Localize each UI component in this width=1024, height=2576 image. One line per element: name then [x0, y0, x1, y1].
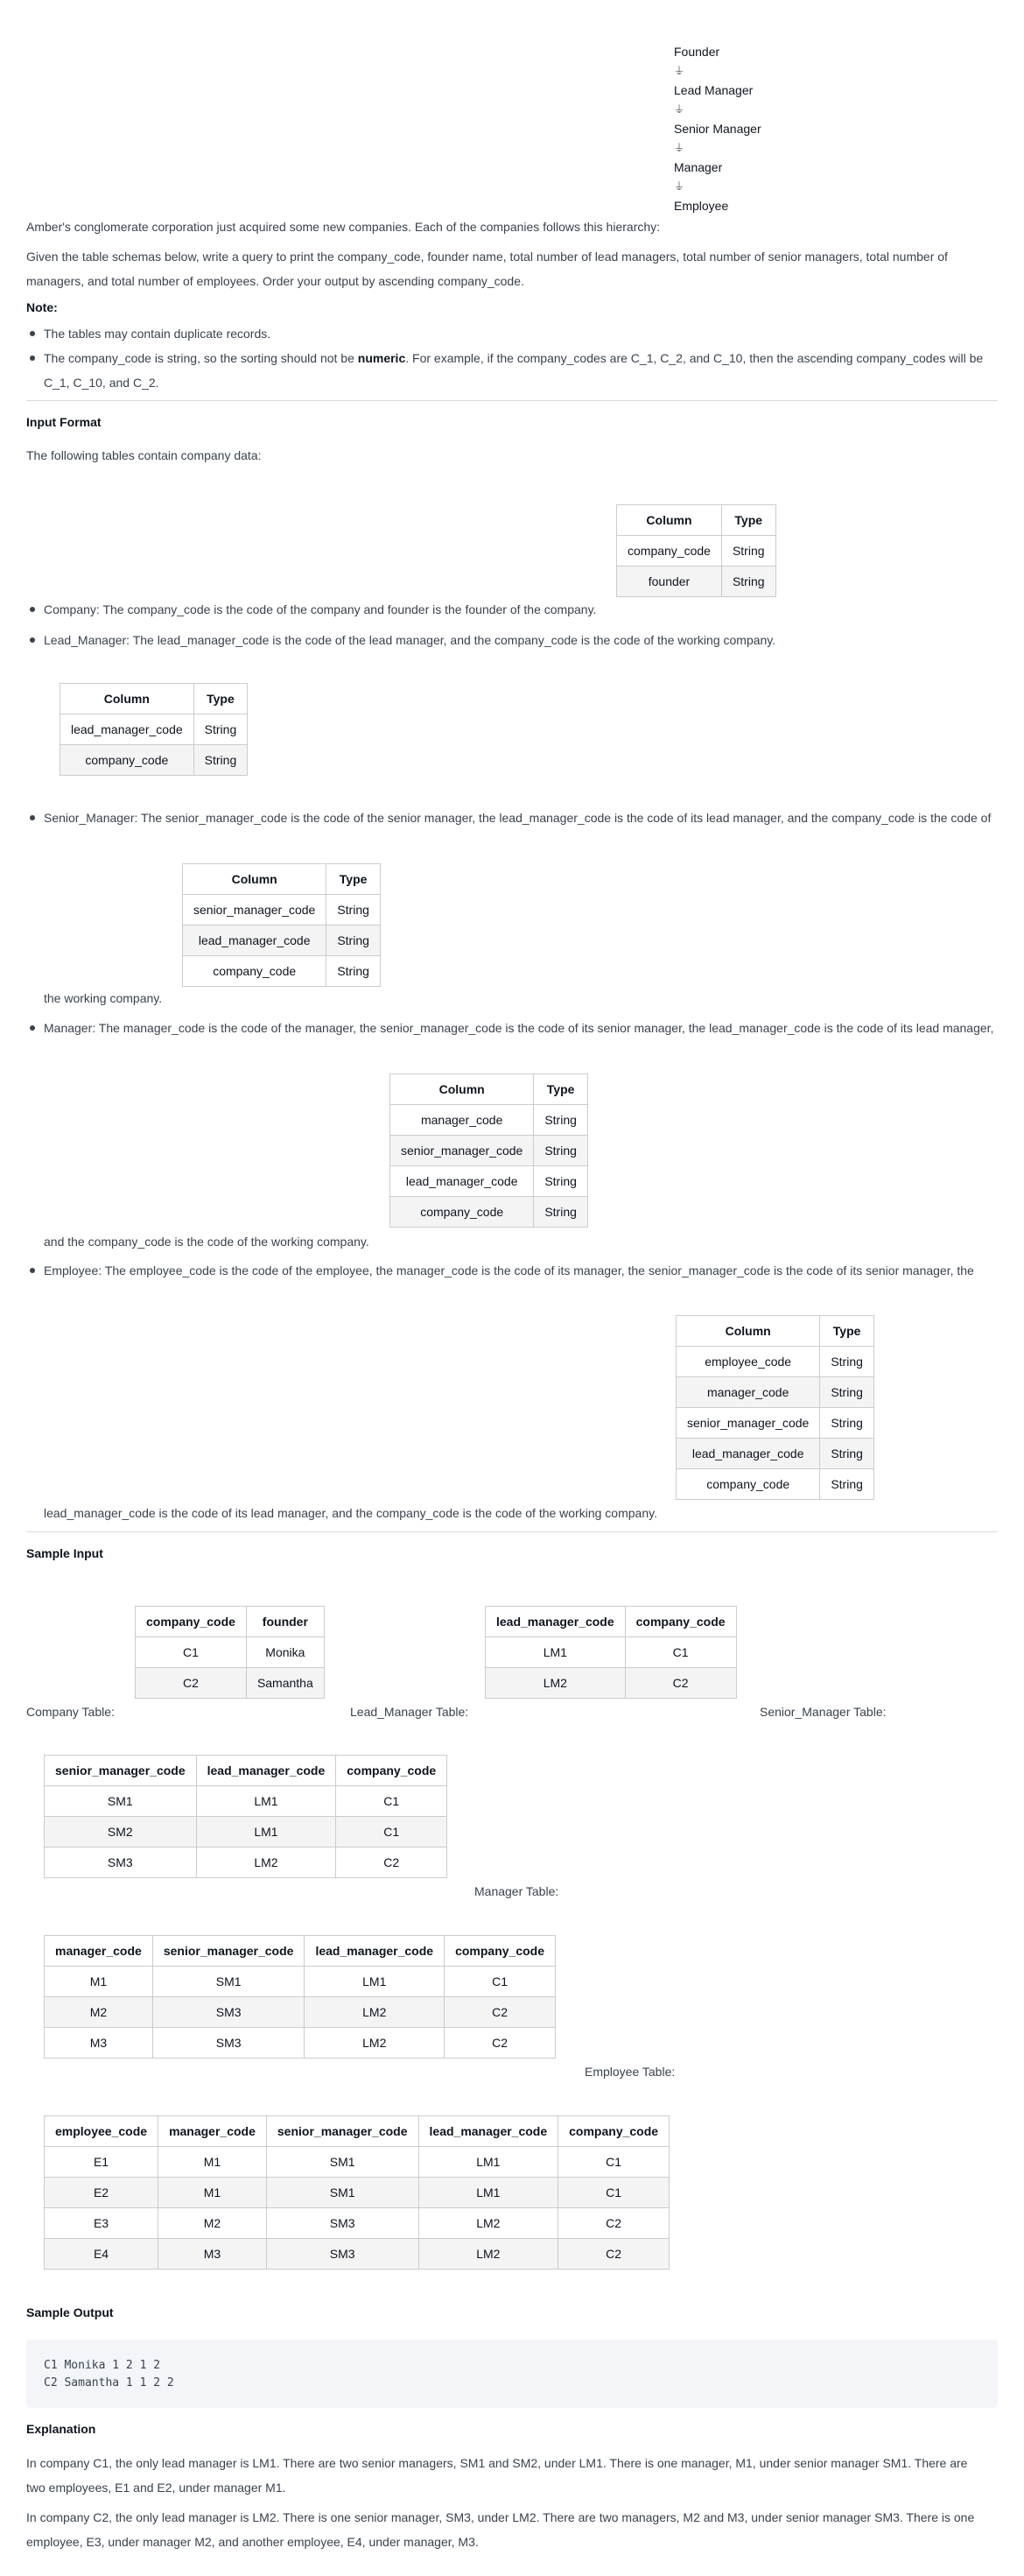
sample-input-heading: Sample Input: [26, 1546, 103, 1560]
manager-desc-list: [26, 1016, 998, 1040]
company-desc-list: [26, 597, 998, 622]
senior-manager-table-label: Senior_Manager Table:: [760, 1705, 887, 1719]
manager-table-label: Manager Table:: [474, 1884, 559, 1898]
hierarchy-employee: Employee: [674, 199, 729, 213]
explanation-heading: Explanation: [26, 2422, 96, 2436]
sample-output-heading: Sample Output: [26, 2305, 114, 2319]
employee-desc-cont: lead_manager_code is the code of its lead manager, and the company_code is the code of the working company.: [44, 1506, 657, 1520]
employee-desc: Employee: The employee_code is the code of the employee, the manager_code is the code of its manager, the senior_manager_code is the code of its senior manager, the: [26, 1258, 998, 1283]
hierarchy-list: [674, 42, 761, 215]
employee-desc-list: [26, 1258, 998, 1283]
sample-company-table: company_code founder C1 Monika C2 Samantha: [135, 1606, 325, 1699]
manager-desc: Manager: The manager_code is the code of the manager, the senior_manager_code is the code of its senior manager, the lead_manager_code is the code of its lead manager,: [26, 1016, 998, 1040]
company-desc: Company: The company_code is the code of the company and founder is the founder of the company.: [26, 597, 998, 622]
divider: [26, 1531, 998, 1532]
sample-output-box: [26, 2340, 998, 2408]
senior-manager-desc-list: [26, 806, 998, 830]
manager-desc-cont: and the company_code is the code of the working company.: [44, 1235, 369, 1249]
down-arrow-icon: ⏚: [674, 103, 685, 116]
down-arrow-icon: ⏚: [674, 180, 685, 193]
lead-manager-table-label: Lead_Manager Table:: [350, 1705, 469, 1719]
explanation-p2: In company C2, the only lead manager is LM2. There is one senior manager, SM3, under LM2. There are two managers, M2 and M3, under senior manager SM3. There is one employee, E3, under manager M2, and another employee, E4, under manager, M3.: [26, 2510, 975, 2549]
down-arrow-icon: ⏚: [674, 142, 685, 154]
note-list: [26, 321, 998, 395]
sample-employee-table: employee_code manager_code senior_manager_code lead_manager_code company_code E1 M1 SM1 LM1 C1 E2 M1 SM1 LM1 C1 E3 M2 SM3 LM2 C2 E4 M3 SM3 LM2 C2: [44, 2115, 670, 2270]
senior-manager-desc: Senior_Manager: The senior_manager_code is the code of the senior manager, the lead_manager_code is the code of its lead manager, and the company_code is the code of: [26, 806, 998, 830]
sample-manager-table: manager_code senior_manager_code lead_manager_code company_code M1 SM1 LM1 C1 M2 SM3 LM2 C2 M3 SM3 LM2 C2: [44, 1935, 556, 2059]
hierarchy-founder: Founder: [674, 45, 720, 59]
note-item: The tables may contain duplicate records.: [26, 321, 998, 346]
task-text: Given the table schemas below, write a query to print the company_code, founder name, total number of lead managers, total number of senior managers, total number of managers, and total number of employees. Order your output by ascending company_code.: [26, 250, 948, 288]
lead-manager-schema-table: Column Type lead_manager_code String company_code String: [60, 683, 248, 776]
senior-manager-schema-table: Column Type senior_manager_code String lead_manager_code String company_code String: [182, 863, 381, 987]
manager-schema-table: Column Type manager_code String senior_manager_code String lead_manager_code String company_code String: [389, 1073, 588, 1228]
note-item: The company_code is string, so the sorting should not be numeric. For example, if the company_codes are C_1, C_2, and C_10, then the ascending company_codes will be C_1, C_10, and C_2.: [26, 346, 998, 395]
sample-senior-manager-table: senior_manager_code lead_manager_code company_code SM1 LM1 C1 SM2 LM1 C1 SM3 LM2 C2: [44, 1755, 447, 1878]
company-schema-table: Column Type company_code String founder String: [616, 504, 776, 597]
company-table-label: Company Table:: [26, 1705, 115, 1719]
hierarchy-senior-manager: Senior Manager: [674, 122, 761, 136]
hierarchy-lead-manager: Lead Manager: [674, 83, 754, 97]
note-heading: Note:: [26, 300, 58, 314]
input-format-lead: The following tables contain company data:: [26, 448, 262, 462]
employee-table-label: Employee Table:: [585, 2065, 676, 2079]
lead-manager-desc-list: [26, 628, 998, 652]
intro-text: Amber's conglomerate corporation just acquired some new companies. Each of the companies follows this hierarchy:: [26, 220, 661, 234]
senior-manager-desc-cont: the working company.: [44, 991, 163, 1005]
sample-output-code: C1 Monika 1 2 1 2 C2 Samantha 1 1 2 2: [44, 2359, 174, 2389]
sample-lead-manager-table: lead_manager_code company_code LM1 C1 LM2 C2: [485, 1606, 737, 1699]
employee-schema-table: Column Type employee_code String manager_code String senior_manager_code String lead_manager_code String company_code String: [676, 1315, 874, 1500]
explanation-p1: In company C1, the only lead manager is LM1. There are two senior managers, SM1 and SM2, under LM1. There is one manager, M1, under senior manager SM1. There are two employees, E1 and E2, under manager M1.: [26, 2456, 968, 2495]
input-format-heading: Input Format: [26, 415, 102, 429]
down-arrow-icon: ⏚: [674, 65, 685, 77]
divider: [26, 400, 998, 401]
lead-manager-desc: Lead_Manager: The lead_manager_code is the code of the lead manager, and the company_code is the code of the working company.: [26, 628, 998, 652]
hierarchy-manager: Manager: [674, 160, 723, 174]
